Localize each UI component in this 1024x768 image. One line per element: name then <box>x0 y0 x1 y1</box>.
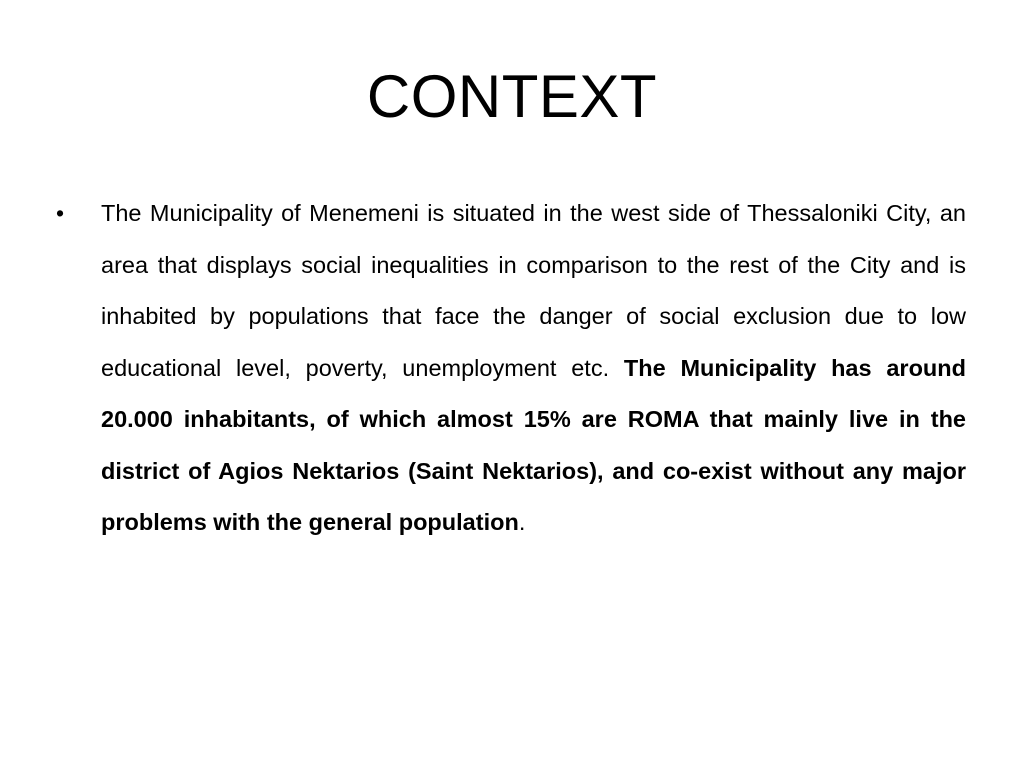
bullet-bold-text: The Municipality has around 20.000 inhabitants, of which almost 15% are ROMA that mainly live in the district of Agios Nektarios (Saint Nektarios), and co-exist without any major problems with the general population <box>101 354 966 535</box>
bullet-list <box>56 188 966 549</box>
bullet-plain-text: The Municipality of Menemeni is situated in the west side of Thessaloniki City, an area that displays social inequalities in comparison to the rest of the City and is inhabited by populations that face the danger of social exclusion due to low educational level, poverty, unemployment etc. <box>101 200 966 381</box>
bullet-marker: • <box>56 200 65 226</box>
bullet-item <box>56 188 966 549</box>
bullet-trailing-text: . <box>518 509 526 535</box>
slide-title: CONTEXT <box>366 63 658 130</box>
